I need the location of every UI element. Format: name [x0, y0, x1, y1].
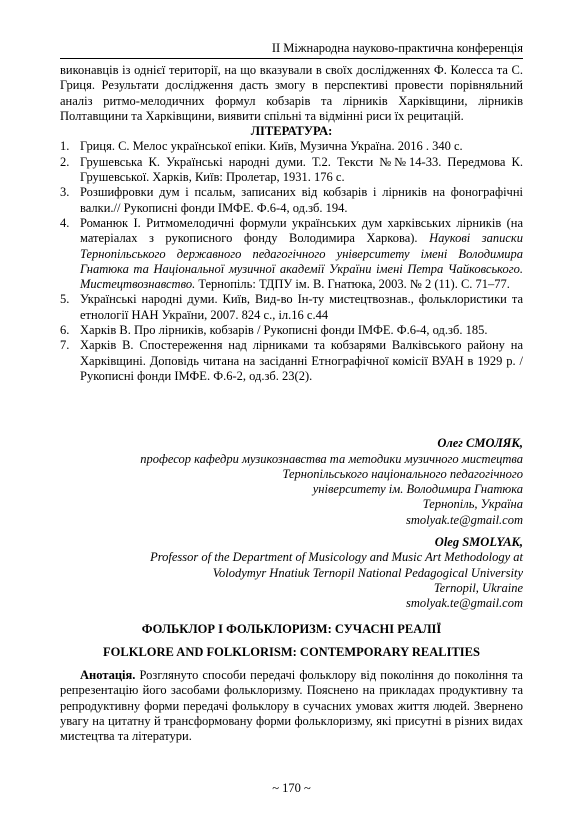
author-university-name-ua: університету ім. Володимира Гнатюка [312, 482, 523, 497]
reference-number: 2. [60, 154, 70, 169]
reference-text: Харків В. Про лірників, кобзарів / Рукописні фонди ІМФЕ. Ф.6-4, од.зб. 185. [80, 323, 488, 338]
abstract-text: Розглянуто способи передачі фольклору від покоління до покоління та репрезентацію його засобами фольклоризму. Пояснено на прикладах продуктивну та репродуктивну форми передачі фольклору в сучасних умовах життя людей. Звернено увагу на цитатну й трансформовану форми фольклоризму, які присутні в різних видах мистецтва та літератури. [60, 668, 523, 744]
author-block-en [60, 535, 523, 611]
reference-number: 4. [60, 215, 70, 230]
author-university-ua: Тернопільського національного педагогічного [282, 466, 523, 481]
author-city-ua: Тернопіль, Україна [422, 497, 523, 512]
reference-text: Гриця. С. Мелос української епіки. Київ, Музична Україна. 2016 . 340 с. [80, 139, 463, 154]
reference-item [60, 216, 523, 292]
reference-item [60, 338, 523, 384]
author-email-ua: smolyak.te@gmail.com [405, 512, 523, 527]
reference-item [60, 155, 523, 186]
author-name-ua: Олег СМОЛЯК, [437, 436, 523, 451]
reference-number: 3. [60, 185, 70, 200]
references-title: ЛІТЕРАТУРА: [250, 124, 333, 139]
abstract-label: Анотація. [80, 668, 136, 683]
references-list [60, 139, 523, 384]
reference-number: 6. [60, 323, 70, 338]
abstract-paragraph [60, 668, 523, 744]
reference-journal-title: Наукові записки Тернопільського державного педагогічного університету імені Володимира Гнатюка та Національної музичної академії України імені Петра Чайковського. Мистецтвознавство. [80, 231, 524, 292]
author-email-en: smolyak.te@gmail.com [405, 596, 523, 611]
page-number: ~ 170 ~ [272, 781, 311, 795]
reference-text: Харків В. Спостереження над лірниками та кобзарями Валківського району на Харківщині. Доповідь читана на засіданні Етнографічної комісії ВУАН в 1929 р. / Рукописні фонди ІМФЕ. Ф.6-2, од.зб. 23(2). [80, 338, 523, 383]
author-city-en: Ternopil, Ukraine [433, 580, 523, 595]
reference-item [60, 323, 523, 338]
author-name-en: Oleg SMOLYAK, [434, 535, 523, 550]
reference-item [60, 185, 523, 216]
reference-text: Романюк І. Ритмомелодичні формули українських дум харківських лірників (на матеріалах з рукописного фонду Володимира Харкова). [80, 215, 523, 246]
intro-paragraph: виконавців із однієї території, на що вказували в своїх дослідженнях Ф. Колесса та С. Гриця. Результати дослідження дасть змогу в перспективі провести порівняльний аналіз ритмо-мелодичних формул кобзарів та лірників Харківщини, лірників Полтавщини та Харківщини, виявити спільні та відмінні риси їх рецитацій. [60, 63, 523, 123]
author-university-en: Volodymyr Hnatiuk Ternopil National Pedagogical University [212, 565, 523, 580]
reference-item [60, 292, 523, 323]
author-block-ua [60, 436, 523, 528]
reference-item [60, 139, 523, 154]
reference-text: Розшифровки дум і псальм, записаних від кобзарів і лірників на фонографічні валки.// Рукописні фонди ІМФЕ. Ф.6-4, од.зб. 194. [80, 185, 523, 215]
reference-number: 1. [60, 139, 70, 154]
reference-text: Українські народні думи. Київ, Вид-во Ін-ту мистецтвознав., фольклористики та етнології НАН України, 2007. 824 с., іл.16 с.44 [80, 292, 523, 322]
reference-text: Грушевська К. Українські народні думи. Т.2. Тексти №№14-33. Передмова К. Грушевської. Харків, Київ: Пролетар, 1931. 176 с. [80, 154, 523, 185]
page-content [60, 63, 523, 745]
reference-number: 5. [60, 292, 70, 307]
reference-text-tail: Тернопіль: ТДПУ ім. В. Гнатюка, 2003. № 2 (11). С. 71–77. [195, 277, 510, 292]
running-header: ІІ Міжнародна науково-практична конференція [271, 41, 523, 55]
author-position-en: Professor of the Department of Musicology and Music Art Methodology at [150, 550, 523, 565]
reference-number: 7. [60, 338, 70, 353]
article-title-en: FOLKLORE AND FOLKLORISM: CONTEMPORARY REALITIES [103, 644, 480, 659]
header-rule [60, 58, 523, 59]
author-position-ua: професор кафедри музикознавства та методики музичного мистецтва [140, 451, 523, 466]
article-title-ua: ФОЛЬКЛОР І ФОЛЬКЛОРИЗМ: СУЧАСНІ РЕАЛІЇ [141, 621, 442, 636]
